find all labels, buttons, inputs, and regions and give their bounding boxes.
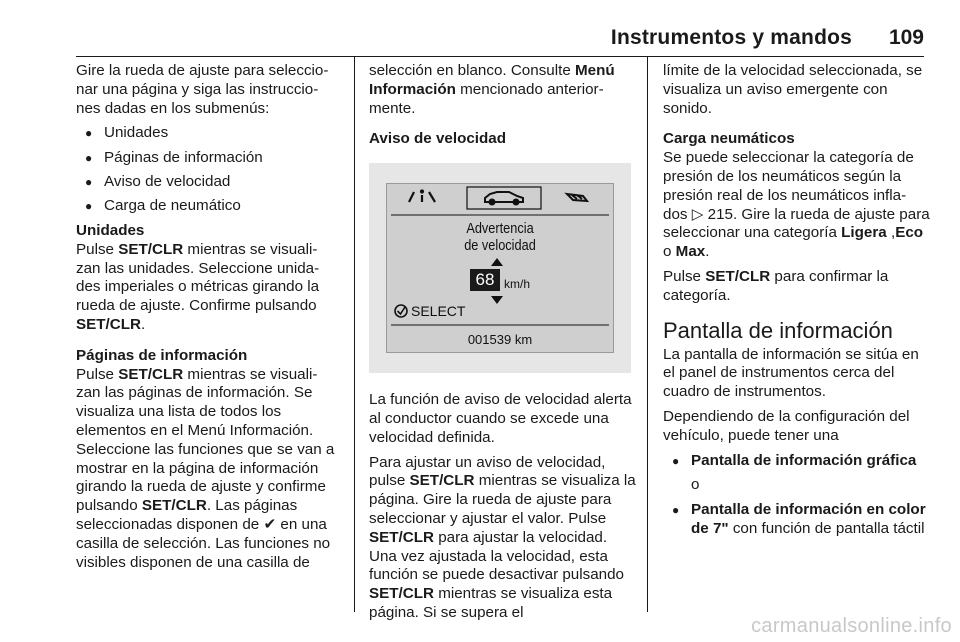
intro-paragraph: Gire la rueda de ajuste para seleccio‐ nar una página y siga las instruccio‐ nes dadas en los submenús: bbox=[76, 62, 329, 117]
road-sign-icon bbox=[409, 191, 435, 203]
page-reference: 215 bbox=[707, 205, 733, 223]
tab-frame bbox=[467, 187, 541, 209]
arrow-up-icon bbox=[491, 258, 503, 266]
speed-unit: km/h bbox=[504, 277, 531, 292]
display-options-list bbox=[663, 452, 931, 471]
cross-reference: Menú Información bbox=[369, 62, 615, 98]
info-pages-heading: Páginas de información bbox=[76, 346, 248, 364]
display-paragraph-1: La pantalla de información se sitúa en el panel de instrumentos cerca del cuadro de instrumentos. bbox=[663, 345, 919, 401]
page-number: 109 bbox=[888, 26, 924, 49]
section-title: Pantalla de información bbox=[663, 317, 893, 343]
arrow-down-icon bbox=[491, 296, 503, 304]
speed-warning-paragraph-2: Para ajustar un aviso de velocidad, pulse SET/CLR mientras se visualiza la página. Gire la rueda de ajuste para seleccionar y ajustar el valor. Pulse SET/CLR para ajustar la velocidad. Una vez ajustada la velocidad, esta función se puede desactivar pulsando SET/CLR mientras se visualiza esta página. Si se supera el bbox=[369, 453, 636, 621]
display-illustration bbox=[369, 163, 631, 373]
screen-graphics bbox=[387, 184, 613, 352]
cluster-screen bbox=[386, 183, 614, 353]
units-paragraph: Pulse SET/CLR mientras se visuali‐ zan las unidades. Seleccione unida‐ des imperiales o métricas girando la rueda de ajuste. Confirme pulsando SET/CLR. bbox=[76, 240, 320, 334]
check-circle-icon bbox=[395, 305, 407, 317]
display-paragraph-2: Dependiendo de la configuración del vehículo, puede tener una bbox=[663, 407, 910, 444]
column-divider-2 bbox=[647, 56, 648, 612]
speed-value: 68 bbox=[475, 270, 495, 290]
header-rule bbox=[76, 56, 924, 57]
checkmark-icon: ✔ bbox=[263, 516, 277, 534]
watermark: carmanualsonline.info bbox=[751, 615, 952, 637]
key-label: SET/CLR bbox=[705, 267, 771, 285]
speed-warning-heading: Aviso de velocidad bbox=[369, 130, 507, 148]
key-label: SET/CLR bbox=[76, 316, 141, 334]
info-pages-paragraph: Pulse SET/CLR mientras se visuali‐ zan las páginas de información. Se visualiza una lista de todos los elementos en el Menú Información. Seleccione las funciones que se van a mostrar en la página de información girando la rueda de ajuste y confirme pulsando SET/CLR. Las páginas seleccionadas disponen de ✔ en una casilla de selección. Las funciones no visibles disponen de una casilla de bbox=[76, 365, 335, 571]
list-item: ● Pantalla de información en color de 7" con función de pantalla táctil bbox=[663, 501, 931, 539]
continued-paragraph: selección en blanco. Consulte Menú Información mencionado anterior‐ mente. bbox=[369, 62, 615, 117]
key-label: SET/CLR bbox=[141, 497, 207, 515]
list-item: ● Carga de neumático bbox=[76, 197, 346, 216]
list-item: ● Pantalla de información gráfica bbox=[663, 452, 931, 471]
key-label: SET/CLR bbox=[369, 528, 434, 546]
column-1 bbox=[76, 62, 346, 578]
column-3 bbox=[663, 62, 931, 545]
submenu-list bbox=[76, 124, 346, 216]
key-label: SET/CLR bbox=[118, 240, 184, 258]
page-reference-icon: ▷ bbox=[691, 205, 704, 223]
or-word: o bbox=[691, 476, 700, 494]
warning-title: Advertencia de velocidad bbox=[464, 220, 536, 255]
key-label: SET/CLR bbox=[409, 472, 475, 490]
tyre-load-heading: Carga neumáticos bbox=[663, 130, 795, 148]
speed-warning-paragraph-1: La función de aviso de velocidad alerta al conductor cuando se excede una velocidad definida. bbox=[369, 391, 632, 446]
units-heading: Unidades bbox=[76, 222, 145, 240]
list-item: ● Páginas de información bbox=[76, 149, 346, 168]
key-label: SET/CLR bbox=[369, 585, 434, 603]
page-header bbox=[0, 0, 960, 58]
continued-paragraph: límite de la velocidad seleccionada, se visualiza un aviso emergente con sonido. bbox=[663, 62, 923, 117]
odometer: 001539 km bbox=[467, 332, 533, 348]
key-label: SET/CLR bbox=[118, 365, 184, 383]
page-title: Instrumentos y mandos bbox=[610, 26, 852, 49]
select-label: SELECT bbox=[411, 303, 466, 320]
display-options-list-2 bbox=[663, 501, 931, 539]
column-divider-1 bbox=[354, 56, 355, 612]
list-item: ● Unidades bbox=[76, 124, 346, 143]
confirm-paragraph: Pulse SET/CLR para confirmar la categoría. bbox=[663, 267, 889, 304]
column-2 bbox=[369, 62, 637, 629]
steering-signal-icon bbox=[567, 194, 587, 201]
tyre-load-paragraph: Se puede seleccionar la categoría de presión de los neumáticos según la presión real de los neumáticos infla‐ dos ▷ 215. Gire la rueda de ajuste para seleccionar una categoría Ligera ,Eco o Max. bbox=[663, 149, 930, 261]
list-item: ● Aviso de velocidad bbox=[76, 173, 346, 192]
